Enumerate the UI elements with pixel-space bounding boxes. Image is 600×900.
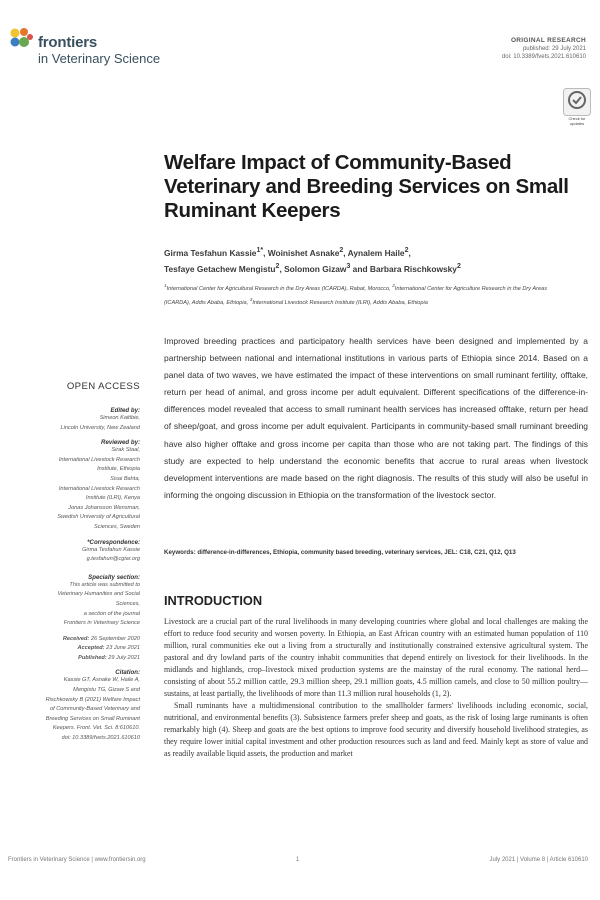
correspondence-email[interactable]: g.tesfahun@cgiar.org	[86, 556, 140, 563]
paragraph: Small ruminants have a multidimensional contribution to the smallholder farmers' livelihoods including economic, social, nutritional, and environmental benefits (3). Subsistence farmers prefer sheep and goats, as the risk of losing large ruminants is often remarkably high (4). Sheep and goats are the best options to improve food security and diversify household livelihood strategies, as they require lower initial capital investment and other production resources such as land and feed. Mainly kept as store of value and as readily available liquid assets, the production and market	[164, 701, 588, 758]
editor: Simeon Kaitibie, Lincoln University, New Zealand	[60, 415, 140, 431]
author[interactable]: Barbara Rischkowsky$^2$	[369, 263, 461, 275]
check-for-updates-icon[interactable]	[563, 88, 591, 116]
footer-journal[interactable]: Frontiers in Veterinary Science | www.frontiersin.org	[8, 857, 146, 863]
citation-doi[interactable]: doi: 10.3389/fvets.2021.610610	[61, 735, 140, 742]
correspondence: Girma Tesfahun Kassie g.tesfahun@cgiar.org	[16, 546, 140, 565]
specialty-label: Specialty section:	[88, 573, 140, 581]
article-doi[interactable]: doi: 10.3389/fvets.2021.610610	[501, 54, 586, 60]
article-type: ORIGINAL RESEARCH	[510, 37, 586, 44]
footer-volume: July 2021 | Volume 8 | Article 610610	[489, 857, 588, 863]
reviewed-by-label: Reviewed by:	[101, 439, 140, 447]
specialty-section: This article was submitted to Veterinary Humanities and Social Sciences, a section of the journal Frontiers in Veterinary Science	[57, 581, 140, 627]
reviewers: Sirak Staal, International Livestock Research Institute, Ethiopia Sisai Bahta, International Livestock Research Institute (ILRI), Kenya Jonas Johansson Wensman, Swedish University of Agricultural Sciences, Sweden	[57, 447, 140, 530]
citation-label: Citation:	[115, 669, 140, 677]
journal-name: frontiers	[38, 34, 98, 51]
citation: Kassie GT, Asnake W, Haile A, Mengistu TG, Gizaw S and Rischkowsky B (2021) Welfare Impact of Community-Based Veterinary and Breeding Services on Small Ruminant Keepers. Front. Vet. Sci. 8:610610. doi: 10.3389/fvets.2021.610610	[16, 676, 140, 743]
author-list: Girma Tesfahun Kassie$^{1*}$, Woinishet Asnake$^2$, Aynalem Haile$^2$, Tesfaye Getachew Mengistu$^2$, Solomon Gizaw$^3$ and Barbara Rischkowsky$^2$	[164, 247, 461, 275]
published-date: published: 29 July 2021	[522, 46, 586, 52]
dates: Received: 26 September 2020 Accepted: 23 June 2021 Published: 29 July 2021	[62, 635, 140, 661]
keywords-label: Keywords:	[164, 549, 196, 556]
edited-by-label: Edited by:	[110, 407, 140, 414]
keywords	[164, 548, 588, 559]
correspondence-label: *Correspondence:	[87, 538, 140, 546]
author[interactable]: Solomon Gizaw$^3$	[284, 263, 351, 275]
frontiers-logo-icon	[8, 26, 34, 52]
affiliations: $^1$International Center for Agricultural Research in the Dry Areas (ICARDA), Rabat, Morocco, $^2$International Center for Agriculture Research in the Dry Areas (ICARDA), Addis Ababa, Ethiopia, $^3$International Livestock Research Institute (ILRI), Addis Ababa, Ethiopia	[164, 283, 548, 306]
author[interactable]: Aynalem Haile$^2$	[347, 247, 409, 258]
sidebar-info	[16, 407, 140, 744]
page-number: 1	[296, 857, 300, 863]
check-for-updates-label: Check for updates	[568, 116, 586, 126]
section-heading: INTRODUCTION	[164, 593, 263, 608]
open-access-label: OPEN ACCESS	[66, 381, 140, 392]
article-title: Welfare Impact of Community-Based Veterinary and Breeding Services on Small Ruminant Keepers	[164, 151, 569, 222]
paragraph: Livestock are a crucial part of the rural livelihoods in many developing countries where global and local challenges are making the effort to reduce food security and worsen poverty. In Ethiopia, an East African country with an estimated human population of 110 million, rural communities eke out a living from a structurally and institutionally constrained extensive agricultural system. The pastoral and dry lowland parts of the country inhabit communities that depend entirely on livestock for their livelihoods. In the midlands and highlands, crop–livestock mixed production systems are the mainstay of the rural economy. The national herd—consisting of about 55.2 million cattle, 29.3 million sheep, 29.1 million goats, 4.5 million camels, and close to 50 million poultry—sustains, at least partially, the livelihoods of more than 11.3 million rural households (1, 2).	[164, 617, 588, 698]
author[interactable]: Woinishet Asnake$^2$	[267, 247, 344, 258]
author[interactable]: Tesfaye Getachew Mengistu$^2$	[164, 263, 280, 275]
author[interactable]: Girma Tesfahun Kassie$^{1*}$	[164, 247, 264, 258]
keywords-text: difference-in-differences, Ethiopia, community based breeding, veterinary services, JEL: C18, C21, Q12, Q13	[197, 549, 516, 556]
journal-section: in Veterinary Science	[38, 51, 161, 66]
abstract: Improved breeding practices and participatory health services have been designed and implemented by a partnership between national and international institutions in various parts of Ethiopia since 2014. Based on a panel data of two waves, we have estimated the impact of these interventions on small ruminant fertility, offtake, return per head of animal, and gross income per adult equivalent. Different specifications of the difference-in-differences model revealed that access to small ruminant health services has increased offtake, return per head of sheep/goat, and gross income per adult equivalent. Participants in community-based small ruminant breeding have also higher offtake and gross income per capita than those who are not taking part. The findings of this study are expected to help understand the economic benefits that accrue to rural areas when livestock development interventions are made based on the right diagnosis. The results of this study will also be useful in informing the ongoing discussion in Ethiopia on the transformation of the livestock sector.	[164, 336, 588, 500]
introduction-body	[164, 616, 588, 760]
